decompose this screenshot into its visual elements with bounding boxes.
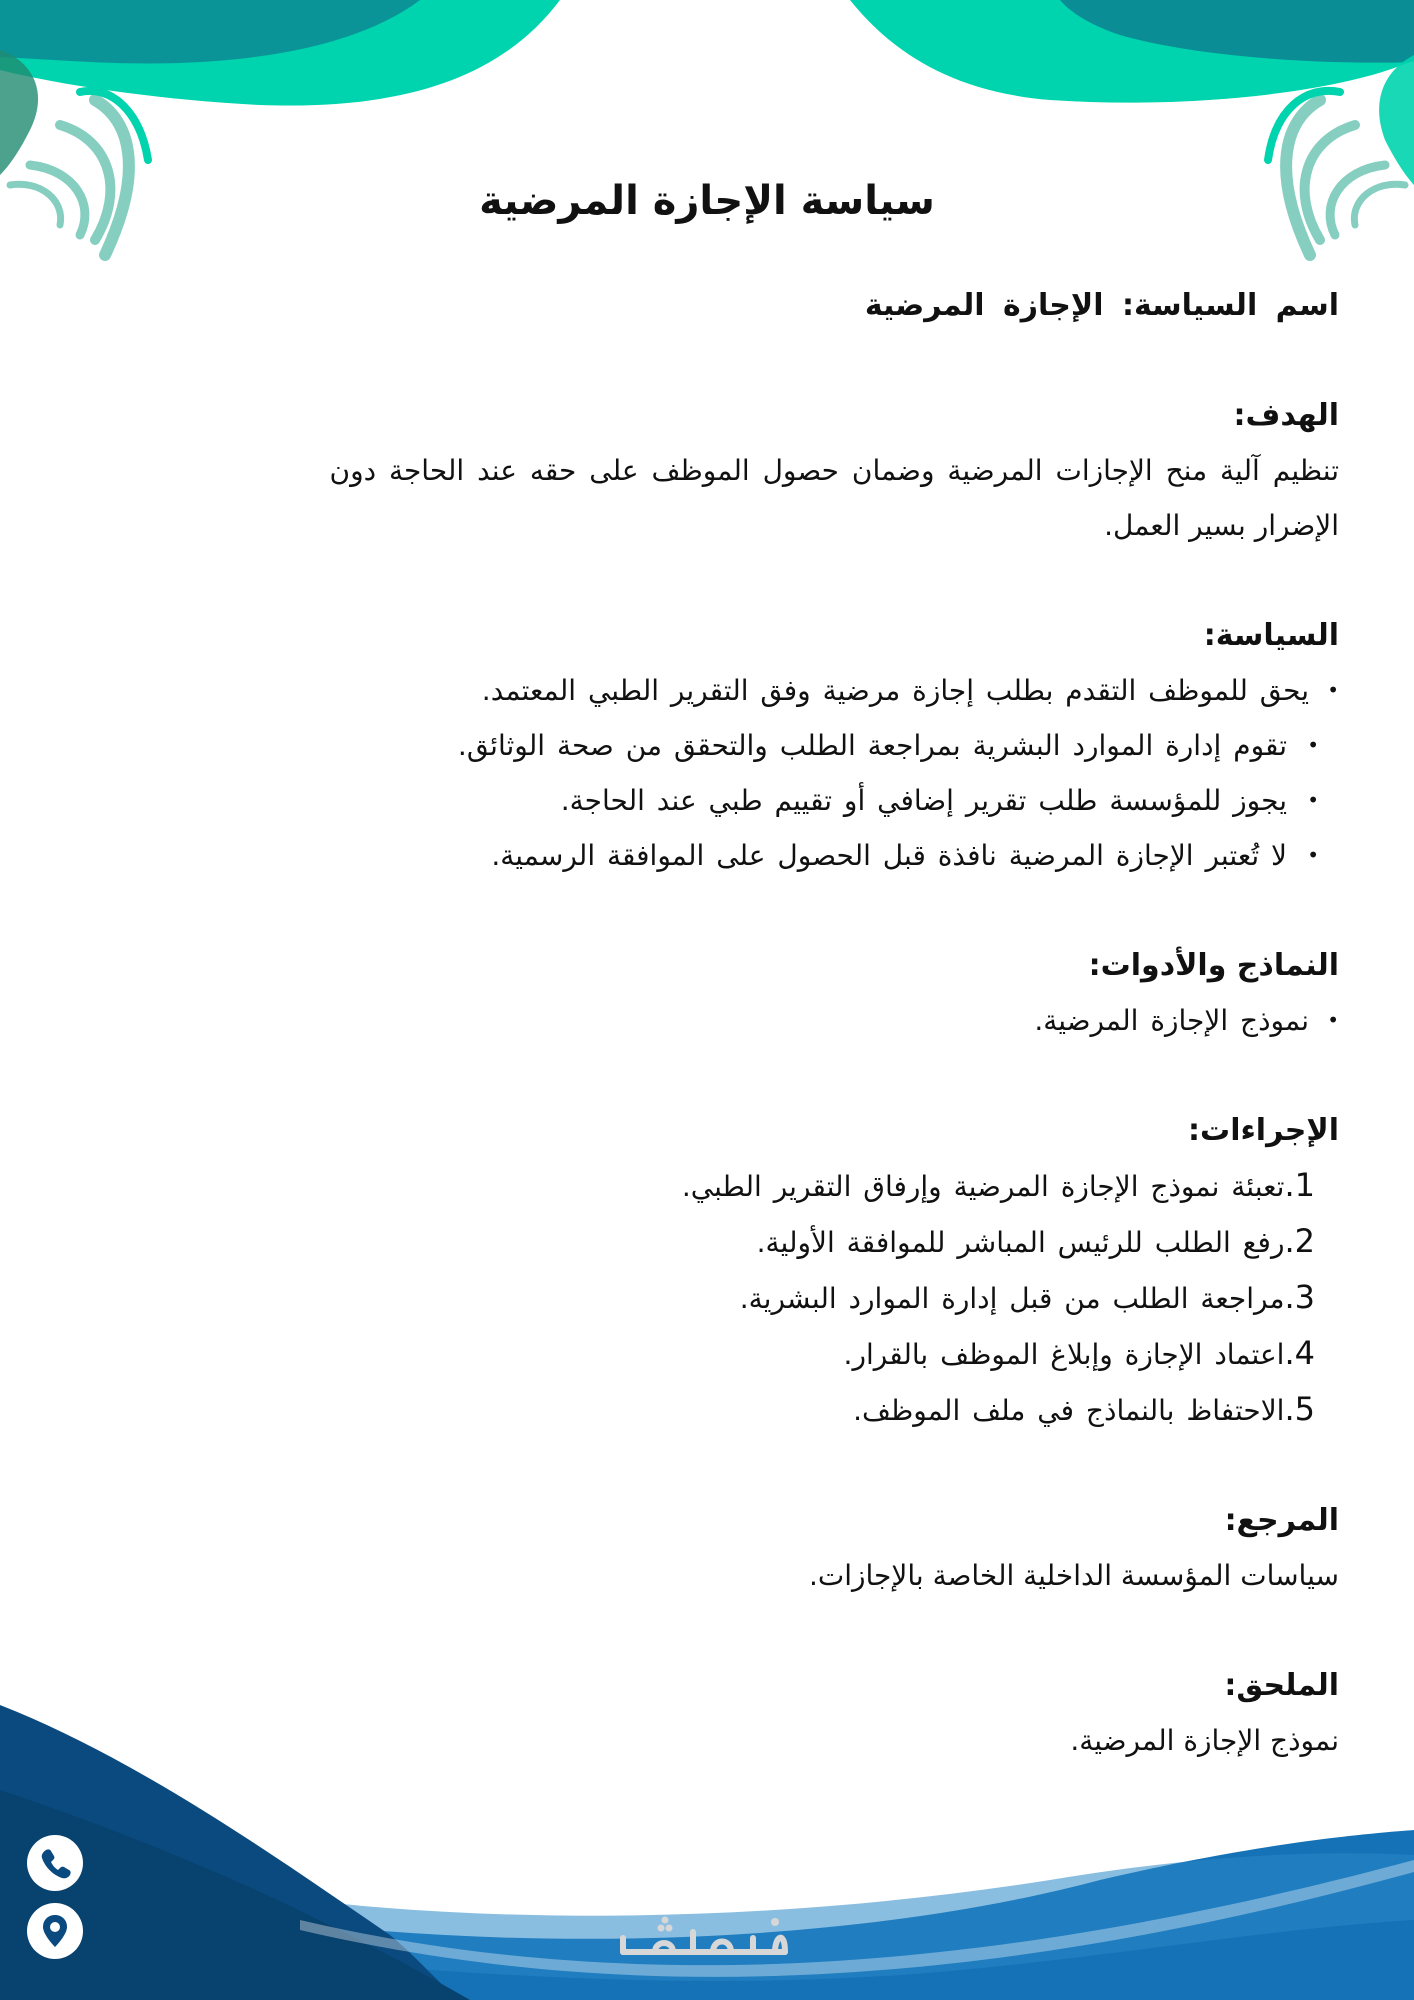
policy-item: • تقوم إدارة الموارد البشرية بمراجعة الطلب والتحقق من صحة الوثائق.: [89, 718, 1339, 773]
step-number: 4.: [1284, 1334, 1315, 1372]
policy-name-label: اسم السياسة:: [1121, 288, 1339, 323]
procedures-heading: الإجراءات:: [1188, 1113, 1339, 1148]
step-number: 2.: [1284, 1222, 1315, 1260]
step-text: اعتماد الإجازة وإبلاغ الموظف بالقرار.: [843, 1338, 1285, 1371]
procedure-step: [89, 1214, 1315, 1270]
page-title: سياسة الإجازة المرضية: [479, 178, 935, 224]
forms-heading: النماذج والأدوات:: [1088, 948, 1339, 983]
step-text: رفع الطلب للرئيس المباشر للموافقة الأولية.: [756, 1226, 1285, 1259]
phone-glyph: [27, 1835, 83, 1891]
top-left-side: [0, 50, 38, 175]
policy-name-line: [89, 278, 1339, 333]
spacer: [89, 1048, 1339, 1103]
procedure-step: [89, 1326, 1315, 1382]
spacer: [89, 1603, 1339, 1658]
policy-list-continued: [89, 718, 1339, 883]
step-number: 5.: [1284, 1390, 1315, 1428]
step-text: مراجعة الطلب من قبل إدارة الموارد البشرية.: [739, 1282, 1285, 1315]
procedures-list: [89, 1158, 1339, 1438]
objective-line-2: الإضرار بسير العمل.: [1104, 509, 1339, 542]
spacer: [89, 333, 1339, 388]
location-pin-icon[interactable]: [27, 1903, 83, 1959]
top-left-wave-teal: [0, 0, 560, 106]
policy-list: [89, 663, 1339, 718]
location-pin-glyph: [27, 1903, 83, 1959]
top-right-side: [1379, 55, 1414, 185]
right-palm-ornament: [1268, 91, 1405, 255]
policy-name-value: الإجازة المرضية: [864, 288, 1104, 323]
step-text: تعبئة نموذج الإجازة المرضية وإرفاق التقرير الطبي.: [681, 1170, 1285, 1203]
top-right-wave-navy: [1060, 0, 1414, 63]
left-palm-ornament: [10, 91, 148, 255]
spacer: [89, 883, 1339, 938]
top-left-wave-navy: [0, 0, 420, 63]
bottom-wave-white-curve: [300, 1860, 1414, 1977]
policy-item: • يجوز للمؤسسة طلب تقرير إضافي أو تقييم طبي عند الحاجة.: [89, 773, 1339, 828]
forms-list: [89, 993, 1339, 1048]
top-right-wave-teal: [850, 0, 1414, 103]
appendix-text: نموذج الإجازة المرضية.: [1070, 1724, 1339, 1757]
policy-item: • لا تُعتبر الإجازة المرضية نافذة قبل الحصول على الموافقة الرسمية.: [89, 828, 1339, 883]
procedure-step: [89, 1158, 1315, 1214]
khamsat-watermark-logo: [615, 1908, 795, 1968]
appendix-heading: الملحق:: [1224, 1668, 1339, 1703]
procedure-step: [89, 1270, 1315, 1326]
policy-heading: السياسة:: [1203, 618, 1339, 653]
policy-item: • يحق للموظف التقدم بطلب إجازة مرضية وفق التقرير الطبي المعتمد.: [89, 663, 1339, 718]
top-left-wave-dark: [0, 0, 360, 62]
bottom-wave-navy-2: [0, 1790, 470, 2000]
objective-line-1: تنظيم آلية منح الإجازات المرضية وضمان حصول الموظف على حقه عند الحاجة دون: [329, 454, 1339, 487]
step-number: 3.: [1284, 1278, 1315, 1316]
reference-heading: المرجع:: [1224, 1503, 1339, 1538]
policy-document: [89, 278, 1339, 1768]
reference-text: سياسات المؤسسة الداخلية الخاصة بالإجازات.: [808, 1559, 1339, 1592]
procedure-step: [89, 1382, 1315, 1438]
spacer: [89, 1438, 1339, 1493]
phone-icon[interactable]: [27, 1835, 83, 1891]
forms-item: • نموذج الإجازة المرضية.: [89, 993, 1339, 1048]
objective-heading: الهدف:: [1233, 398, 1339, 433]
spacer: [89, 553, 1339, 608]
step-text: الاحتفاظ بالنماذج في ملف الموظف.: [853, 1394, 1285, 1427]
step-number: 1.: [1284, 1166, 1315, 1204]
